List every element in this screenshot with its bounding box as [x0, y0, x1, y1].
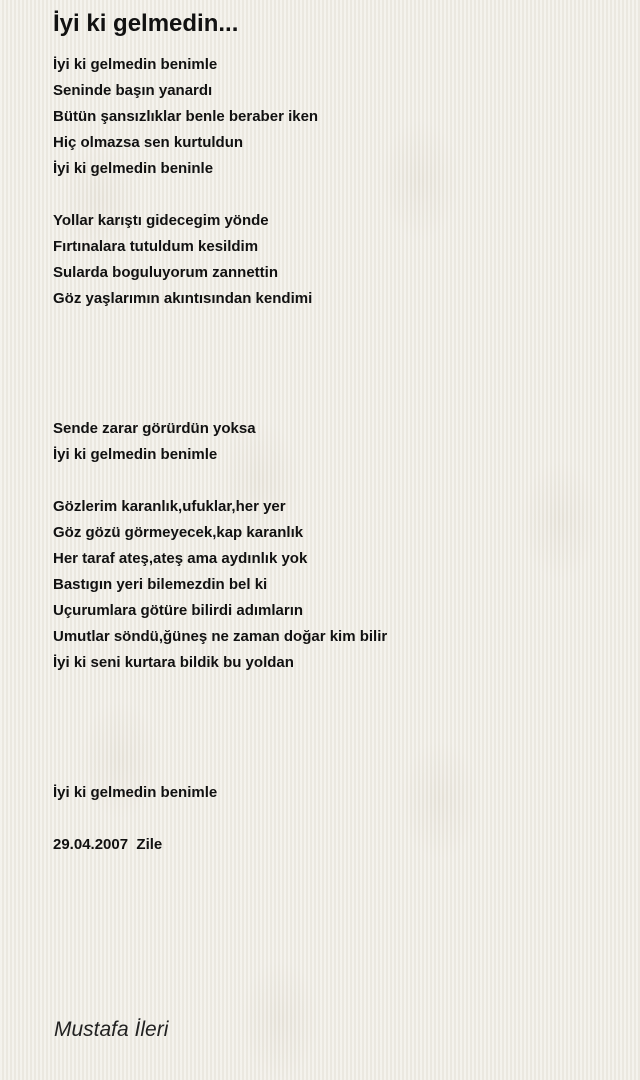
poem-title: İyi ki gelmedin... [53, 10, 239, 37]
poem-line: Sularda boguluyorum zannettin [53, 264, 279, 281]
blank-line [53, 728, 613, 754]
poem-author: Mustafa İleri [54, 1018, 169, 1041]
poem-date-place: 29.04.2007 Zile [53, 836, 163, 853]
poem-body [53, 52, 613, 858]
blank-line [53, 806, 613, 832]
poem-line: İyi ki seni kurtara bildik bu yoldan [53, 654, 294, 671]
poem-line: Gözlerim karanlık,ufuklar,her yer [53, 498, 286, 515]
blank-line [53, 390, 613, 416]
poem-line: Göz gözü görmeyecek,kap karanlık [53, 524, 304, 541]
blank-line [53, 182, 613, 208]
blank-line [53, 702, 613, 728]
poem-line: Sende zarar görürdün yoksa [53, 420, 256, 437]
blank-line [53, 676, 613, 702]
poem-line: İyi ki gelmedin beninle [53, 160, 214, 177]
poem-line: Bastıgın yeri bilemezdin bel ki [53, 576, 268, 593]
poem-line: Her taraf ateş,ateş ama aydınlık yok [53, 550, 308, 567]
poem-line: Seninde başın yanardı [53, 82, 213, 99]
blank-line [53, 754, 613, 780]
blank-line [53, 364, 613, 390]
poem-line: Umutlar söndü,ğüneş ne zaman doğar kim bilir [53, 628, 388, 645]
blank-line [53, 338, 613, 364]
poem-line: Bütün şansızlıklar benle beraber iken [53, 108, 319, 125]
poem-line: Yollar karıştı gidecegim yönde [53, 212, 269, 229]
poem-line: İyi ki gelmedin benimle [53, 446, 218, 463]
blank-line [53, 468, 613, 494]
poem-line: Uçurumlara götüre bilirdi adımların [53, 602, 304, 619]
blank-line [53, 312, 613, 338]
poem-line: Göz yaşlarımın akıntısından kendimi [53, 290, 313, 307]
poem-line: Hiç olmazsa sen kurtuldun [53, 134, 244, 151]
poem-line: Fırtınalara tutuldum kesildim [53, 238, 259, 255]
poem-line: İyi ki gelmedin benimle [53, 784, 218, 801]
poem-line: İyi ki gelmedin benimle [53, 56, 218, 73]
